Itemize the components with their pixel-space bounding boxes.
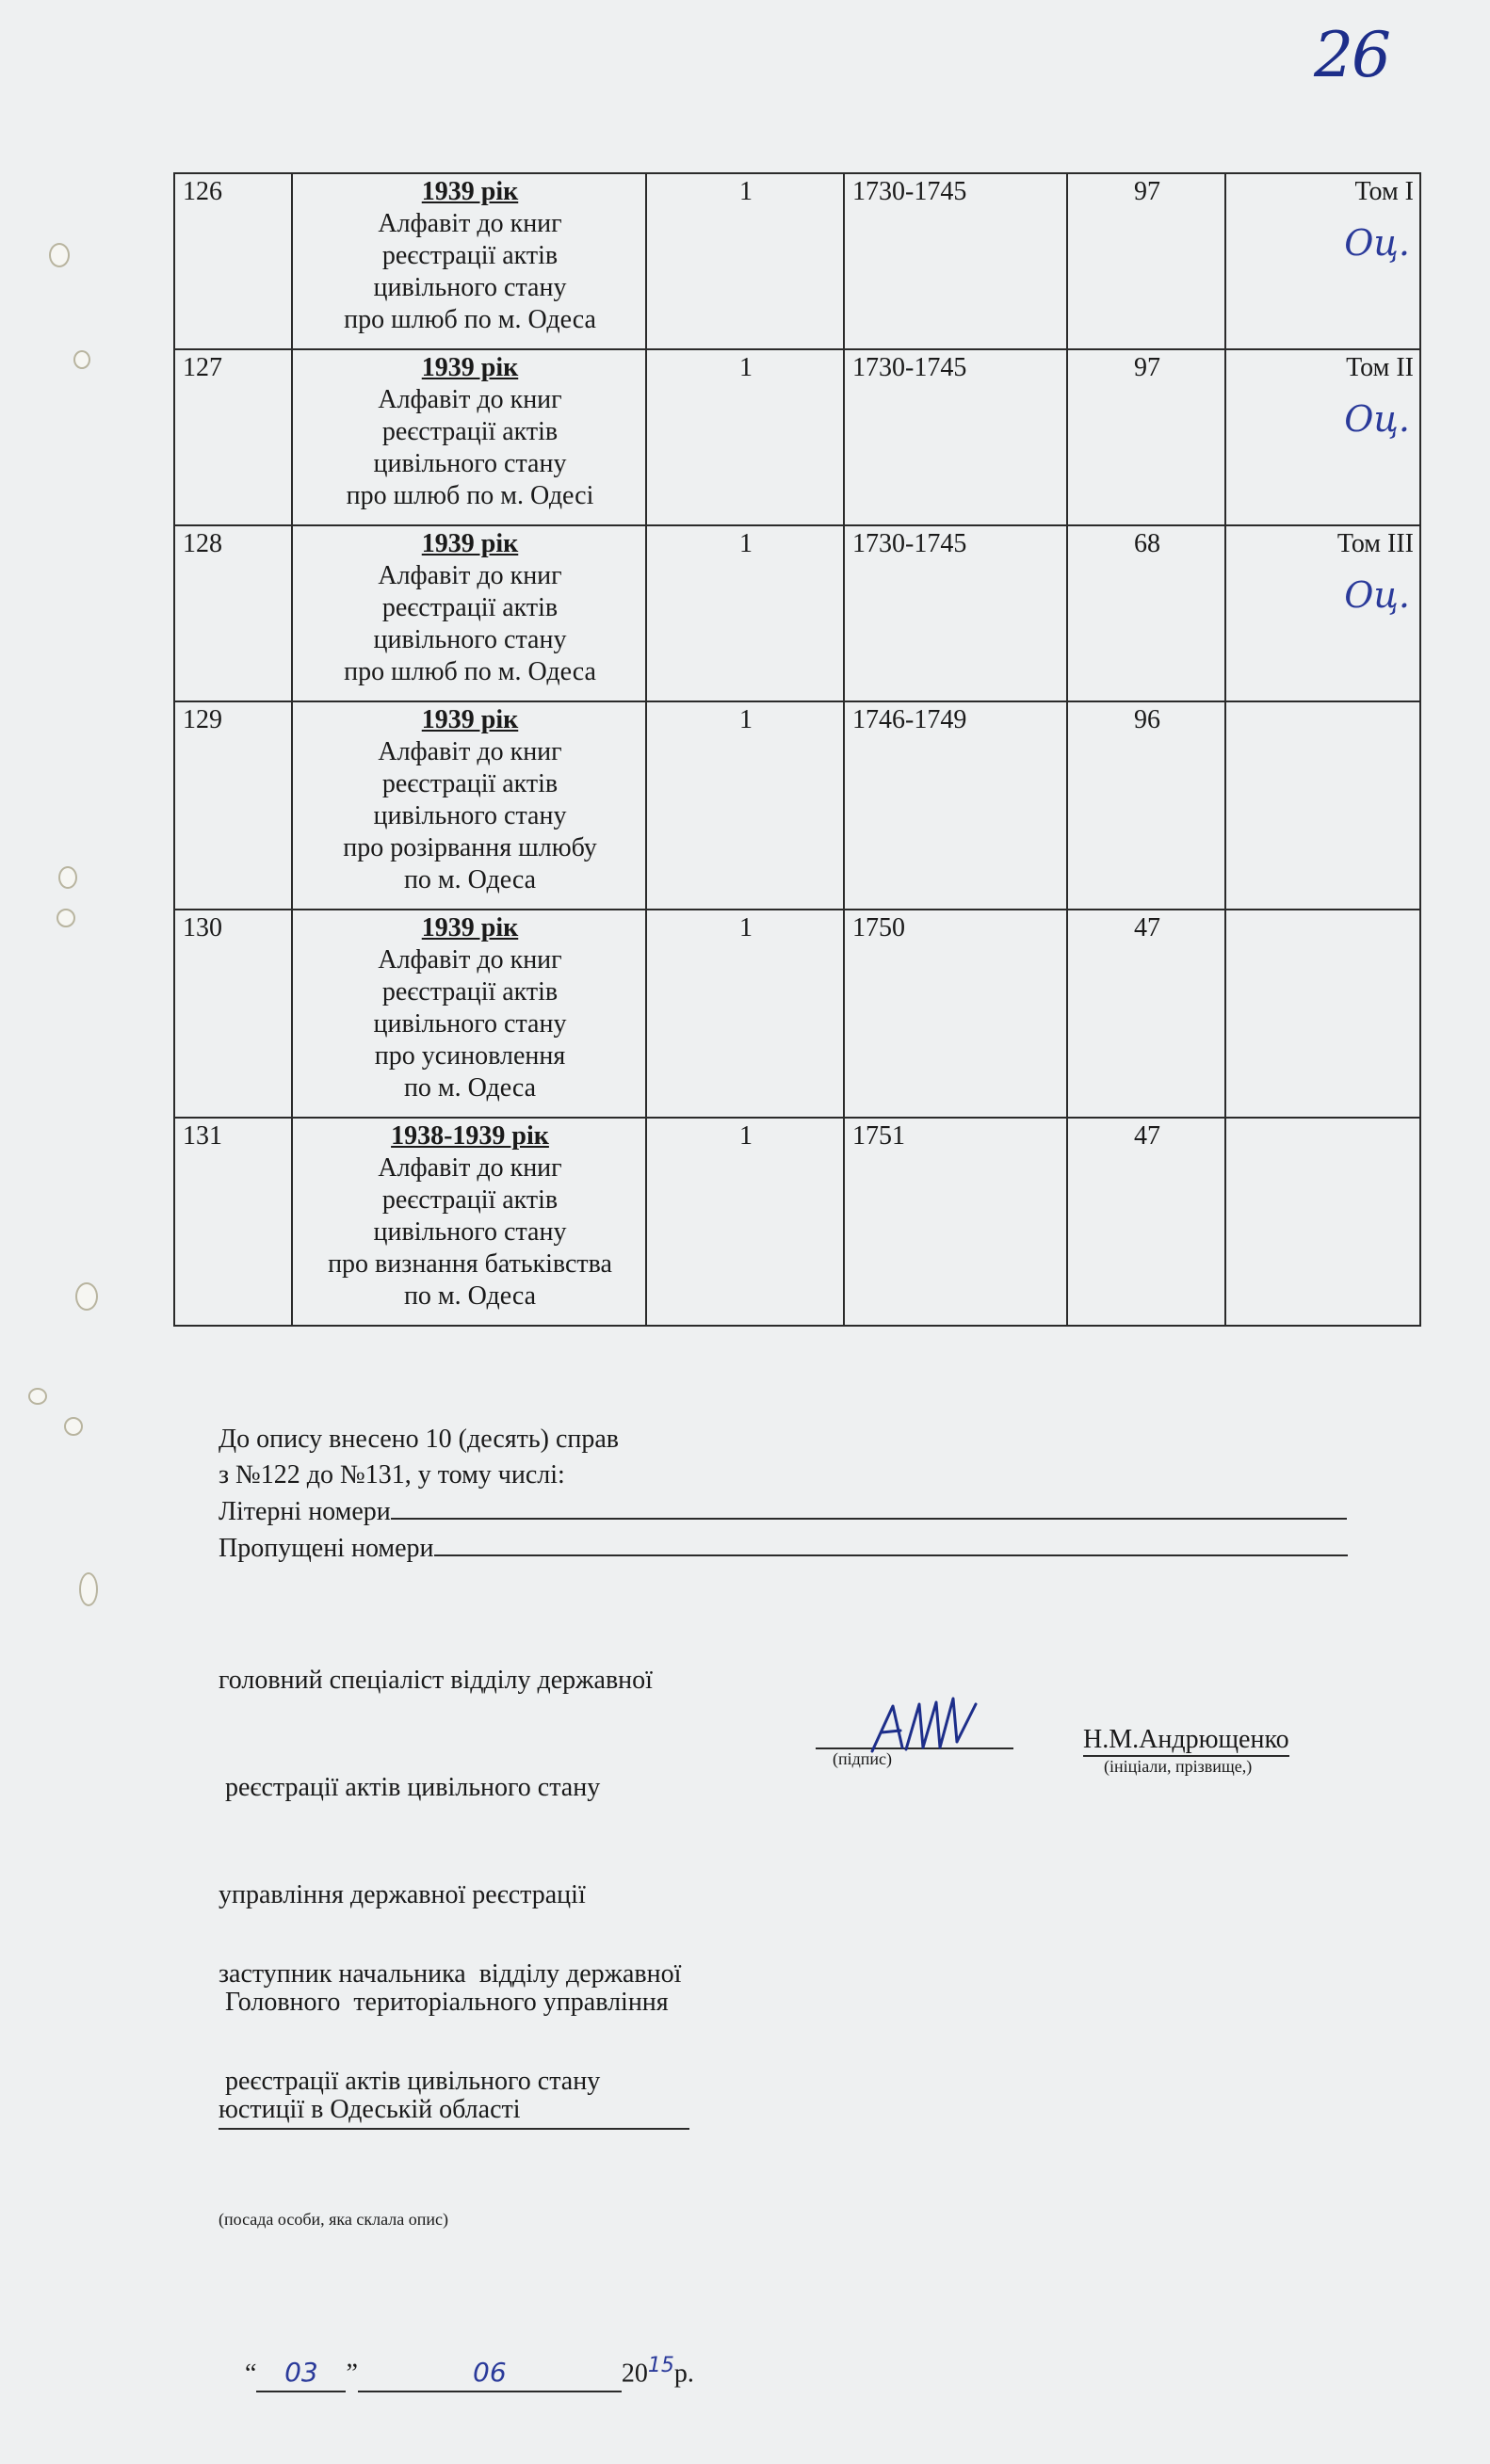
description-line: про усиновлення — [374, 1041, 566, 1071]
case-number: 130 — [174, 910, 292, 1118]
skipped-numbers-label: Пропущені номери — [219, 1534, 434, 1563]
case-volume: Том І — [1354, 177, 1414, 206]
summary-line: з №122 до №131, у тому числі: — [219, 1460, 565, 1490]
case-description — [292, 349, 646, 525]
case-pages: 97 — [1067, 173, 1225, 349]
case-count: 1 — [646, 910, 844, 1118]
date-day — [256, 2355, 346, 2392]
description-line: по м. Одеса — [403, 865, 537, 894]
deputy-line: заступник начальника відділу державної — [219, 1959, 682, 1989]
description-line: цивільного стану — [373, 801, 567, 830]
description-line: цивільного стану — [373, 1009, 567, 1039]
case-volume-cell — [1225, 173, 1420, 349]
letter-numbers-label: Літерні номери — [219, 1497, 391, 1526]
description-line: Алфавіт до книг — [378, 737, 562, 766]
case-count: 1 — [646, 349, 844, 525]
description-line: цивільного стану — [373, 449, 567, 478]
description-line: про шлюб по м. Одеса — [344, 657, 596, 686]
case-number: 129 — [174, 701, 292, 910]
case-description — [292, 525, 646, 701]
punch-hole-mark — [73, 350, 90, 369]
handwritten-mark: Оц. — [1344, 398, 1410, 440]
position-last-line: юстиції в Одеській області — [219, 2095, 521, 2124]
case-number: 126 — [174, 173, 292, 349]
case-count: 1 — [646, 701, 844, 910]
case-range: 1730-1745 — [844, 525, 1067, 701]
case-range: 1750 — [844, 910, 1067, 1118]
case-range: 1746-1749 — [844, 701, 1067, 910]
date-row — [219, 2312, 694, 2428]
description-line: цивільного стану — [373, 625, 567, 654]
page-number: 26 — [1314, 19, 1389, 91]
inventory-summary — [219, 1422, 1348, 1567]
case-year: 1939 рік — [421, 705, 519, 734]
table-row — [174, 525, 1420, 701]
description-line: реєстрації актів — [381, 241, 559, 270]
case-volume-cell — [1225, 349, 1420, 525]
case-number: 131 — [174, 1118, 292, 1326]
case-volume — [1225, 701, 1420, 910]
table-row — [174, 349, 1420, 525]
description-line: цивільного стану — [373, 1217, 567, 1247]
punch-hole-mark — [28, 1388, 47, 1405]
date-month-value: 06 — [473, 2357, 507, 2389]
signature-block — [816, 1685, 1013, 1769]
case-description — [292, 173, 646, 349]
case-pages: 47 — [1067, 910, 1225, 1118]
case-number: 127 — [174, 349, 292, 525]
description-line: про визнання батьківства — [328, 1249, 612, 1279]
name-block — [1083, 1725, 1289, 1777]
description-line: реєстрації актів — [381, 593, 559, 622]
description-line: Алфавіт до книг — [378, 945, 562, 974]
signature-caption: (підпис) — [833, 1749, 893, 1768]
case-volume: Том ІІІ — [1336, 529, 1414, 558]
case-count: 1 — [646, 525, 844, 701]
case-number: 128 — [174, 525, 292, 701]
case-pages: 68 — [1067, 525, 1225, 701]
date-month — [358, 2355, 622, 2392]
description-line: про розірвання шлюбу — [343, 833, 597, 862]
blank-line — [391, 1493, 1347, 1520]
handwritten-mark: Оц. — [1344, 222, 1410, 264]
case-pages: 97 — [1067, 349, 1225, 525]
position-line: управління державної реєстрації — [219, 1880, 586, 1909]
date-year-end: р. — [673, 2359, 694, 2389]
punch-hole-mark — [79, 1572, 98, 1606]
case-range: 1751 — [844, 1118, 1067, 1326]
position-line: головний спеціаліст відділу державної — [219, 1666, 653, 1695]
case-range: 1730-1745 — [844, 349, 1067, 525]
case-count: 1 — [646, 173, 844, 349]
archive-inventory-table — [173, 172, 1421, 1327]
table-row — [174, 910, 1420, 1118]
punch-hole-mark — [64, 1417, 83, 1436]
case-description — [292, 910, 646, 1118]
case-volume — [1225, 910, 1420, 1118]
case-pages: 96 — [1067, 701, 1225, 910]
case-year: 1939 рік — [421, 353, 519, 382]
case-description — [292, 701, 646, 910]
punch-hole-mark — [49, 243, 70, 267]
description-line: Алфавіт до книг — [378, 1153, 562, 1183]
date-day-value: 03 — [284, 2357, 318, 2389]
case-year: 1939 рік — [421, 913, 519, 942]
date-year-suffix: 15 — [647, 2354, 674, 2377]
name-caption: (ініціали, прізвище,) — [1104, 1757, 1253, 1776]
description-line: реєстрації актів — [381, 417, 559, 446]
table-row — [174, 1118, 1420, 1326]
description-line: цивільного стану — [373, 273, 567, 302]
description-line: Алфавіт до книг — [378, 209, 562, 238]
case-volume: Том ІІ — [1346, 353, 1414, 382]
description-line: про шлюб по м. Одесі — [346, 481, 594, 510]
table-row — [174, 701, 1420, 910]
deputy-line: реєстрації актів цивільного стану — [219, 2067, 601, 2096]
description-line: Алфавіт до книг — [378, 561, 562, 590]
position-caption: (посада особи, яка склала опис) — [219, 2210, 448, 2229]
handwritten-mark: Оц. — [1344, 574, 1410, 616]
punch-hole-mark — [57, 909, 75, 927]
description-line: реєстрації актів — [381, 1185, 559, 1215]
skipped-numbers-row — [219, 1530, 1348, 1567]
description-line: по м. Одеса — [403, 1281, 537, 1311]
table-row — [174, 173, 1420, 349]
punch-hole-mark — [58, 866, 77, 889]
description-line: Алфавіт до книг — [378, 385, 562, 414]
position-line: Головного територіального управління — [219, 1988, 669, 2017]
date-year-prefix: 20 — [621, 2359, 648, 2389]
case-volume-cell — [1225, 525, 1420, 701]
description-line: реєстрації актів — [381, 769, 559, 798]
position-line: реєстрації актів цивільного стану — [219, 1773, 601, 1802]
summary-line: До опису внесено 10 (десять) справ — [219, 1425, 620, 1454]
case-volume — [1225, 1118, 1420, 1326]
case-count: 1 — [646, 1118, 844, 1326]
punch-hole-mark — [75, 1282, 98, 1311]
case-year: 1939 рік — [421, 529, 519, 558]
deputy-position — [219, 1885, 681, 2135]
description-line: по м. Одеса — [403, 1073, 537, 1103]
letter-numbers-row — [219, 1493, 1348, 1530]
case-pages: 47 — [1067, 1118, 1225, 1326]
blank-line — [434, 1530, 1348, 1556]
case-range: 1730-1745 — [844, 173, 1067, 349]
description-line: реєстрації актів — [381, 977, 559, 1007]
description-line: про шлюб по м. Одеса — [344, 305, 596, 334]
name: Н.М.Андрющенко — [1083, 1725, 1289, 1757]
case-year: 1939 рік — [421, 177, 519, 206]
date-close-quote: ” — [346, 2359, 358, 2389]
date-open-quote: “ — [245, 2359, 257, 2389]
case-description — [292, 1118, 646, 1326]
case-year: 1938-1939 рік — [391, 1121, 549, 1151]
